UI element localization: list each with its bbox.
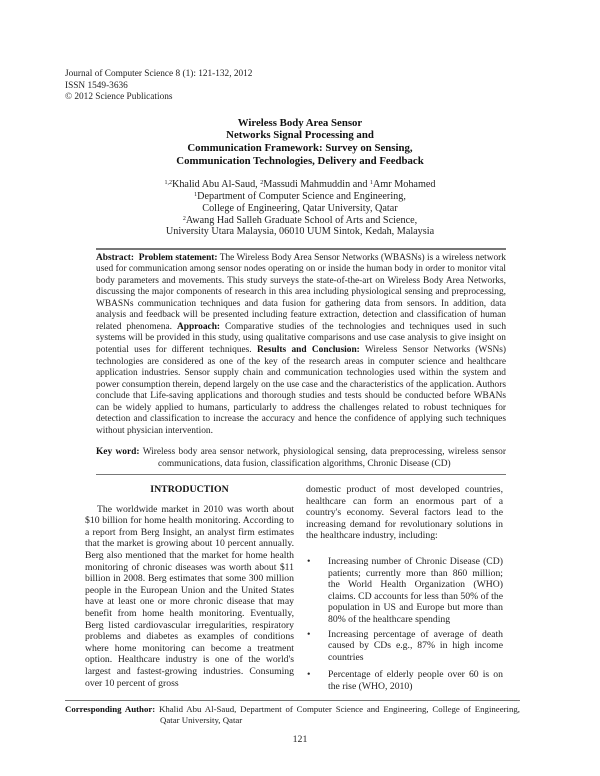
abstract xyxy=(96,253,506,438)
authors-block xyxy=(100,179,500,238)
author: Amr Mohamed xyxy=(372,179,436,191)
intro-paragraph: The worldwide market in 2010 was worth about $10 billion for home health monitoring. According to a report from Berg Insight, an analyst firm estimates that the market is growing about 10 percent annually. Berg also mentioned that the market for home health monitoring of chronic diseases was worth about $11 billion in 2008. Berg estimates that some 300 million people in the European Union and the United States have at least one or more chronic disease that may benefit from home health monitoring. Eventually, Berg listed cardiovascular irregularities, respiratory problems and diabetes as examples of conditions where home monitoring can become a treatment option. Healthcare industry is one of the world's largest and fastest-growing industries. Consuming over 10 percent of gross xyxy=(85,503,294,689)
results-text: Wireless Sensor Networks (WSNs) technologies are considered as one of the key of the research areas in computer science and healthcare application industries. Sensor supply chain and communication technologies used within the system and power consumption therein, depend largely on the use case and the characteristics of the application. Authors conclude that Life-saving applications and thorough studies and tests should be conducted before WBANs can be widely applied to humans, particularly to address the challenges related to robust techniques for detection and classification to increase the accuracy and hence the confidence of applying such techniques without physician intervention. xyxy=(96,345,507,436)
author: Massudi Mahmuddin and xyxy=(263,179,370,191)
author-list xyxy=(100,179,500,191)
affiliation-2 xyxy=(100,215,500,227)
title-line: Communication Framework: Survey on Sensing, xyxy=(187,141,413,154)
bullet-icon: • xyxy=(307,556,311,568)
list-item-text: Increasing percentage of average of death caused by CDs e.g., 87% in high income countries xyxy=(328,628,503,663)
body-columns xyxy=(85,484,503,696)
affiliation-line: Awang Had Salleh Graduate School of Arts and Science, xyxy=(185,214,418,226)
list-item xyxy=(306,629,503,664)
journal-header xyxy=(65,69,600,104)
keywords-bottom-rule xyxy=(96,474,506,476)
left-column xyxy=(85,484,294,689)
title-line: Communication Technologies, Delivery and Feedback xyxy=(176,154,424,167)
issn: ISSN 1549-3636 xyxy=(65,80,128,91)
author: Khalid Abu Al-Saud, xyxy=(171,179,261,191)
results-label: Results and Conclusion: xyxy=(256,345,360,356)
intro-paragraph-continued: domestic product of most developed countries, healthcare can form an enormous part of a country's economy. Several factors lead to the increasing demand for revolutionary solutions in the healthcare industry, including: xyxy=(306,484,503,542)
section-heading: INTRODUCTION xyxy=(150,484,229,496)
title-line: Wireless Body Area Sensor xyxy=(237,116,363,129)
affiliation-mark: 1 xyxy=(369,180,373,187)
corresponding-author xyxy=(65,704,520,726)
bullet-icon: • xyxy=(307,669,311,681)
affiliation-mark: 2 xyxy=(260,180,264,187)
approach-text: Comparative studies of the technologies and techniques used in such systems will be provided in this study, using qualitative comparisons and use case analysis to give insight on potential uses for different techniques. xyxy=(96,321,507,356)
abstract-top-rule xyxy=(96,248,506,250)
journal-citation: Journal of Computer Science 8 (1): 121-132, 2012 xyxy=(65,69,253,79)
title-line: Networks Signal Processing and xyxy=(226,129,374,142)
corresponding-label: Corresponding Author: xyxy=(65,704,156,715)
footer-rule xyxy=(65,700,520,702)
copyright: © 2012 Science Publications xyxy=(65,92,173,103)
corresponding-text: Khalid Abu Al-Saud, Department of Computer Science and Engineering, College of Engineering, Qatar University, Qatar xyxy=(155,704,520,726)
list-item xyxy=(306,556,503,626)
keywords-text: Wireless body area sensor network, physiological sensing, data preprocessing, wireless sensor communications, data fusion, classification algorithms, Chronic Disease (CD) xyxy=(139,447,506,469)
list-item xyxy=(306,669,503,692)
abstract-label: Abstract: xyxy=(96,252,135,263)
keywords xyxy=(96,447,506,470)
approach-label: Approach: xyxy=(176,321,221,332)
affiliation-1 xyxy=(100,191,500,203)
right-column xyxy=(306,484,503,696)
bullet-icon: • xyxy=(307,628,311,640)
problem-statement-label: Problem statement: xyxy=(138,252,218,263)
problem-statement-text: The Wireless Body Area Sensor Networks (WBASNs) is a wireless network used for communication among sensor nodes operating on or inside the human body in order to monitor vital body parameters and movements. This study surveys the state-of-the-art on Wireless Body Area Networks, discussing the major components of research in this area including physiological sensing and preprocessing, WBASNs communication techniques and data fusion for gathering data from sensors. In addition, data analysis and feedback will be presented including feature extraction, detection and classification of human related phenomena. xyxy=(96,252,506,332)
list-item-text: Percentage of elderly people over 60 is on the rise (WHO, 2010) xyxy=(328,669,503,692)
paper-title xyxy=(100,117,500,167)
factor-list xyxy=(306,556,503,693)
keywords-label: Key word: xyxy=(96,447,140,458)
list-item-text: Increasing number of Chronic Disease (CD) patients; currently more than 860 million; the World Health Organization (WHO) claims. CD accounts for less than 50% of the population in US and Europe but more than 80% of the healthcare spending xyxy=(328,556,503,626)
affiliation-mark: 1,2 xyxy=(164,180,172,187)
affiliation-mark: 1 xyxy=(194,191,198,198)
affiliation-line: Department of Computer Science and Engineering, xyxy=(197,190,406,202)
affiliation-line: College of Engineering, Qatar University, Qatar xyxy=(202,202,398,214)
affiliation-line: University Utara Malaysia, 06010 UUM Sintok, Kedah, Malaysia xyxy=(165,226,435,238)
affiliation-mark: 2 xyxy=(182,215,186,222)
page-number: 121 xyxy=(292,734,308,746)
